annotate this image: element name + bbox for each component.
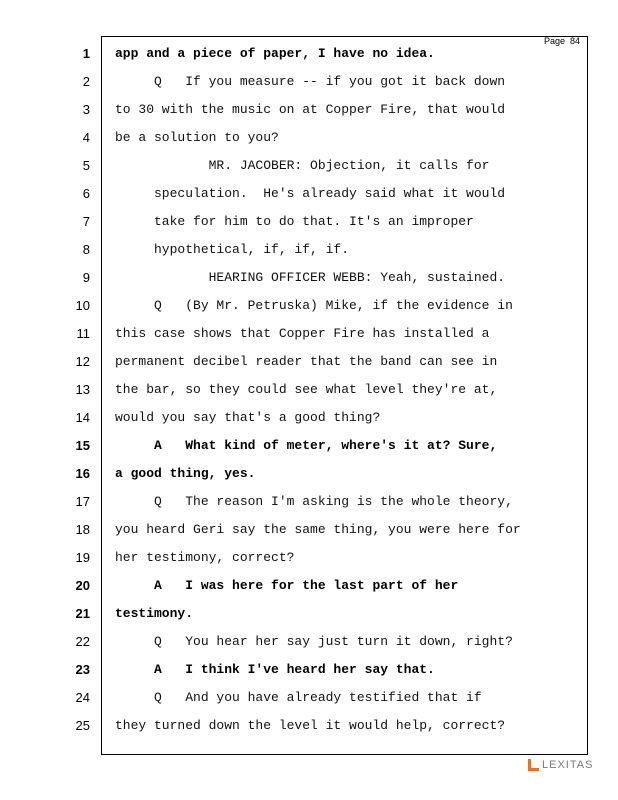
transcript-line: permanent decibel reader that the band can see in [115, 354, 498, 369]
line-number: 22 [75, 634, 90, 649]
line-number: 8 [82, 242, 90, 257]
transcript-line: Q And you have already testified that if [115, 690, 482, 705]
transcript-line: A I think I've heard her say that. [115, 662, 435, 677]
transcript-line: you heard Geri say the same thing, you were here for [115, 522, 521, 537]
transcript-line: Q (By Mr. Petruska) Mike, if the evidence in [115, 298, 513, 313]
line-number: 5 [82, 158, 90, 173]
transcript-line: MR. JACOBER: Objection, it calls for [115, 158, 490, 173]
lexitas-logo [526, 758, 593, 772]
line-number: 3 [82, 102, 90, 117]
transcript-line: the bar, so they could see what level they're at, [115, 382, 498, 397]
transcript-line: A What kind of meter, where's it at? Sure, [115, 438, 498, 453]
transcript-line: to 30 with the music on at Copper Fire, that would [115, 102, 506, 117]
transcript-line: be a solution to you? [115, 130, 279, 145]
line-number: 20 [75, 578, 90, 593]
line-number: 19 [75, 550, 90, 565]
transcript-line: app and a piece of paper, I have no idea. [115, 46, 435, 61]
transcript-line: this case shows that Copper Fire has installed a [115, 326, 490, 341]
transcript-line: hypothetical, if, if, if. [115, 242, 350, 257]
line-number: 10 [75, 298, 90, 313]
transcript-line: HEARING OFFICER WEBB: Yeah, sustained. [115, 270, 506, 285]
line-number: 18 [75, 522, 90, 537]
line-number: 12 [75, 354, 90, 369]
transcript-line: they turned down the level it would help, correct? [115, 718, 506, 733]
transcript-line: a good thing, yes. [115, 466, 256, 481]
line-number: 21 [75, 606, 90, 621]
line-number: 4 [82, 130, 90, 145]
line-number: 2 [82, 74, 90, 89]
page-number: 84 [570, 36, 581, 46]
line-number: 13 [75, 382, 90, 397]
line-number: 23 [75, 662, 90, 677]
line-number: 7 [82, 214, 90, 229]
line-number: 15 [75, 438, 90, 453]
page-label-text: Page [544, 36, 566, 46]
transcript-line: speculation. He's already said what it would [115, 186, 506, 201]
transcript-line: testimony. [115, 606, 194, 621]
transcript-line: Q The reason I'm asking is the whole theory, [115, 494, 513, 509]
line-number: 24 [75, 690, 90, 705]
line-number: 17 [75, 494, 90, 509]
line-number: 9 [82, 270, 90, 285]
transcript-line: would you say that's a good thing? [115, 410, 381, 425]
transcript-line: take for him to do that. It's an improper [115, 214, 474, 229]
line-number: 11 [76, 326, 90, 341]
line-number: 25 [75, 718, 90, 733]
line-number: 16 [75, 466, 90, 481]
transcript-line: Q If you measure -- if you got it back down [115, 74, 506, 89]
transcript-line: her testimony, correct? [115, 550, 295, 565]
transcript-line: A I was here for the last part of her [115, 578, 459, 593]
line-number: 1 [82, 46, 90, 61]
line-number: 14 [75, 410, 90, 425]
lexitas-logo-icon [526, 758, 540, 772]
lexitas-logo-text: LEXITAS [542, 759, 594, 771]
line-number: 6 [82, 186, 90, 201]
page-number-label [544, 36, 580, 46]
transcript-line: Q You hear her say just turn it down, right? [115, 634, 513, 649]
